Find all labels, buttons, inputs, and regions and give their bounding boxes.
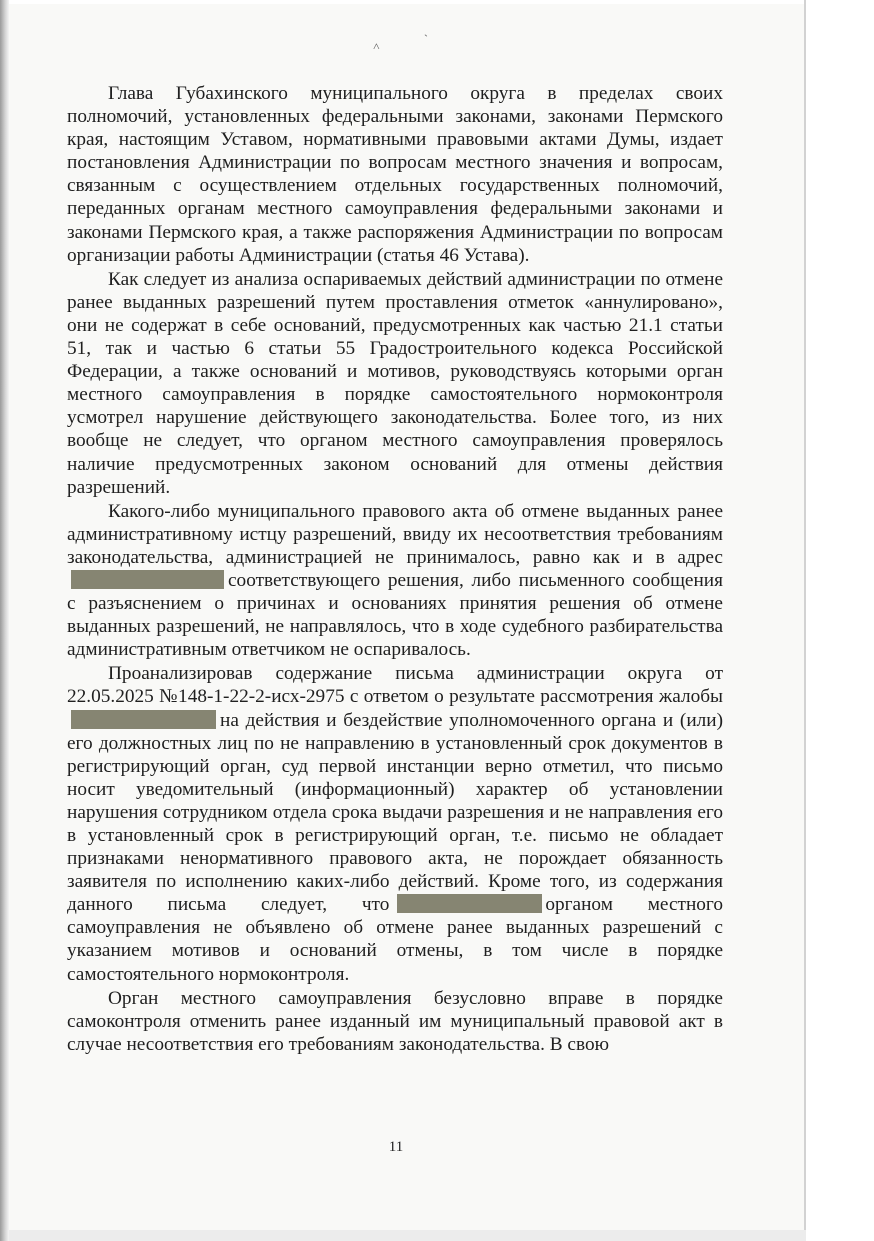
paragraph-3 xyxy=(67,500,723,662)
paragraph-5 xyxy=(67,987,723,1056)
page-bottom-edge xyxy=(9,1230,806,1241)
paragraph-text: Проанализировав содержание письма администрации округа от 22.05.2025 №148-1-22-2-исх-2975 с ответом о результате рассмотрения жалобы xyxy=(67,663,723,708)
scan-margin xyxy=(806,0,874,1241)
paragraph-text: Как следует из анализа оспариваемых действий администрации по отмене ранее выданных разрешений путем проставления отметок «аннулировано», они не содержат в себе оснований, предусмотренных как частью 21.1 статьи 51, так и частью 6 статьи 55 Градостроительного кодекса Российской Федерации, а также оснований и мотивов, руководствуясь которыми орган местного самоуправления в порядке самостоятельного нормоконтроля усмотрел нарушение действующего законодательства. Более того, из них вообще не следует, что органом местного самоуправления проверялось наличие предусмотренных законом оснований для отмены действия разрешений. xyxy=(67,268,723,498)
paragraph-text: Орган местного самоуправления безусловно вправе в порядке самоконтроля отменить ранее изданный им муниципальный правовой акт в случае несоответствия его требованиям законодательства. В свою xyxy=(67,987,723,1055)
paragraph-text: органом местного самоуправления не объявлено об отмене ранее выданных разрешений с указанием мотивов и оснований отмены, в том числе в порядке самостоятельного нормоконтроля. xyxy=(67,894,723,985)
paragraph-text: соответствующего решения, либо письменного сообщения с разъяснением о причинах и основаниях принятия решения об отмене выданных разрешений, не направлялось, что в ходе судебного разбирательства административным ответчиком не оспаривалось. xyxy=(67,569,723,661)
paragraph-text: Глава Губахинского муниципального округа в пределах своих полномочий, установленных федеральными законами, законами Пермского края, настоящим Уставом, нормативными правовыми актами Думы, издает постановления Администрации по вопросам местного значения и вопросам, связанным с осуществлением отдельных государственных полномочий, переданных органам местного самоуправления федеральными законами и законами Пермского края, а также распоряжения Администрации по вопросам организации работы Администрации (статья 46 Устава). xyxy=(67,83,723,266)
redaction-block xyxy=(71,710,216,729)
paragraph-2 xyxy=(67,268,723,499)
paragraph-text: Какого-либо муниципального правового акта об отмене выданных ранее административному истцу разрешений, ввиду их несоответствия требованиям законодательства, администрацией не принималось, равно как и в адрес xyxy=(67,500,723,568)
scan-speck: ˄ xyxy=(373,39,380,53)
paragraph-4 xyxy=(67,662,723,985)
paragraph-text: на действия и бездействие уполномоченного органа и (или) его должностных лиц по не направлению в установленный срок документов в регистрирующий орган, суд первой инстанции верно отметил, что письмо носит уведомительный (информационный) характер об установлении нарушения сотрудником отдела срока выдачи разрешения и не направления его в установленный срок в регистрирующий орган, т.е. письмо не обладает признаками ненормативного правового акта, не порождает обязанность заявителя по исполнению каких-либо действий. Кроме того, из содержания данного письма следует, что xyxy=(67,709,723,916)
page-number: 11 xyxy=(388,1139,404,1155)
document-body xyxy=(67,82,723,1057)
scan-speck: ˎ xyxy=(424,23,428,37)
scan-edge-shadow xyxy=(0,0,9,1241)
redaction-block xyxy=(397,894,542,913)
paragraph-1 xyxy=(67,82,723,267)
redaction-block xyxy=(71,570,224,589)
